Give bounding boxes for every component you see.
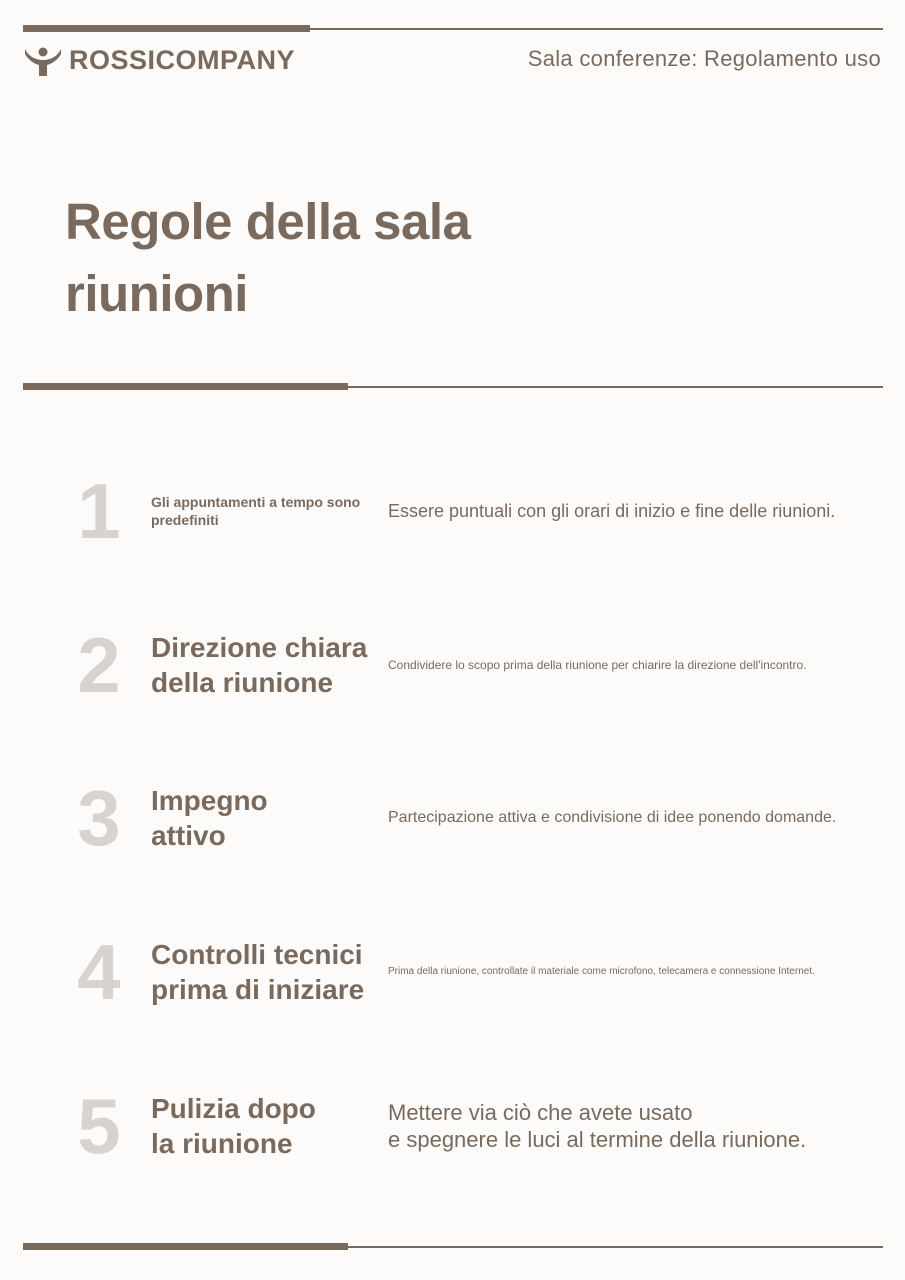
rule-description: Prima della riunione, controllate il materiale come microfono, telecamera e connessione Internet.: [388, 966, 815, 977]
rule-heading-line1: Impegno: [151, 785, 268, 816]
rule-item-4: [65, 922, 875, 1022]
brand-name: ROSSICOMPANY: [69, 44, 296, 75]
rule-heading: [151, 783, 386, 853]
rule-heading-line1: Pulizia dopo: [151, 1093, 316, 1124]
page-title-line2: riunioni: [65, 265, 248, 322]
rule-description: Essere puntuali con gli orari di inizio e fine delle riunioni.: [388, 501, 836, 521]
rule-description: [388, 1099, 878, 1153]
middle-divider: [23, 383, 883, 391]
rule-number: 5: [77, 1082, 121, 1170]
rule-number: 1: [77, 467, 121, 555]
rule-heading: [151, 1091, 386, 1161]
bottom-divider: [23, 1243, 883, 1251]
page-title-line1: Regole della sala: [65, 193, 471, 250]
rule-heading-line2: della riunione: [151, 667, 334, 698]
rule-heading: Gli appuntamenti a tempo sono predefiniti: [151, 494, 361, 528]
rule-description: Condividere lo scopo prima della riunione per chiarire la direzione dell'incontro.: [388, 658, 807, 672]
rule-number: 2: [77, 621, 121, 709]
rule-description: Partecipazione attiva e condivisione di idee ponendo domande.: [388, 809, 837, 826]
document-title: Sala conferenze: Regolamento uso: [527, 46, 881, 71]
rule-heading-line2: la riunione: [151, 1128, 293, 1159]
person-arms-raised-icon: [23, 43, 63, 77]
rule-description-line2: e spegnere le luci al termine della riunione.: [388, 1127, 807, 1152]
rule-description-line1: Mettere via ciò che avete usato: [388, 1100, 693, 1125]
rule-heading: [151, 630, 386, 700]
rule-number: 3: [77, 774, 121, 862]
rule-item-3: [65, 768, 875, 868]
rule-item-1: [65, 461, 875, 561]
rule-heading-line2: attivo: [151, 820, 226, 851]
rule-number: 4: [77, 928, 121, 1016]
rule-heading-line1: Direzione chiara: [151, 632, 368, 663]
rule-heading: [151, 937, 386, 1007]
page-title: [65, 186, 585, 330]
rule-item-2: [65, 615, 875, 715]
top-divider: [23, 25, 883, 33]
rule-heading-line2: prima di iniziare: [151, 974, 365, 1005]
rule-item-5: [65, 1076, 875, 1176]
rule-heading-line1: Controlli tecnici: [151, 939, 363, 970]
brand-logo: [23, 43, 295, 77]
